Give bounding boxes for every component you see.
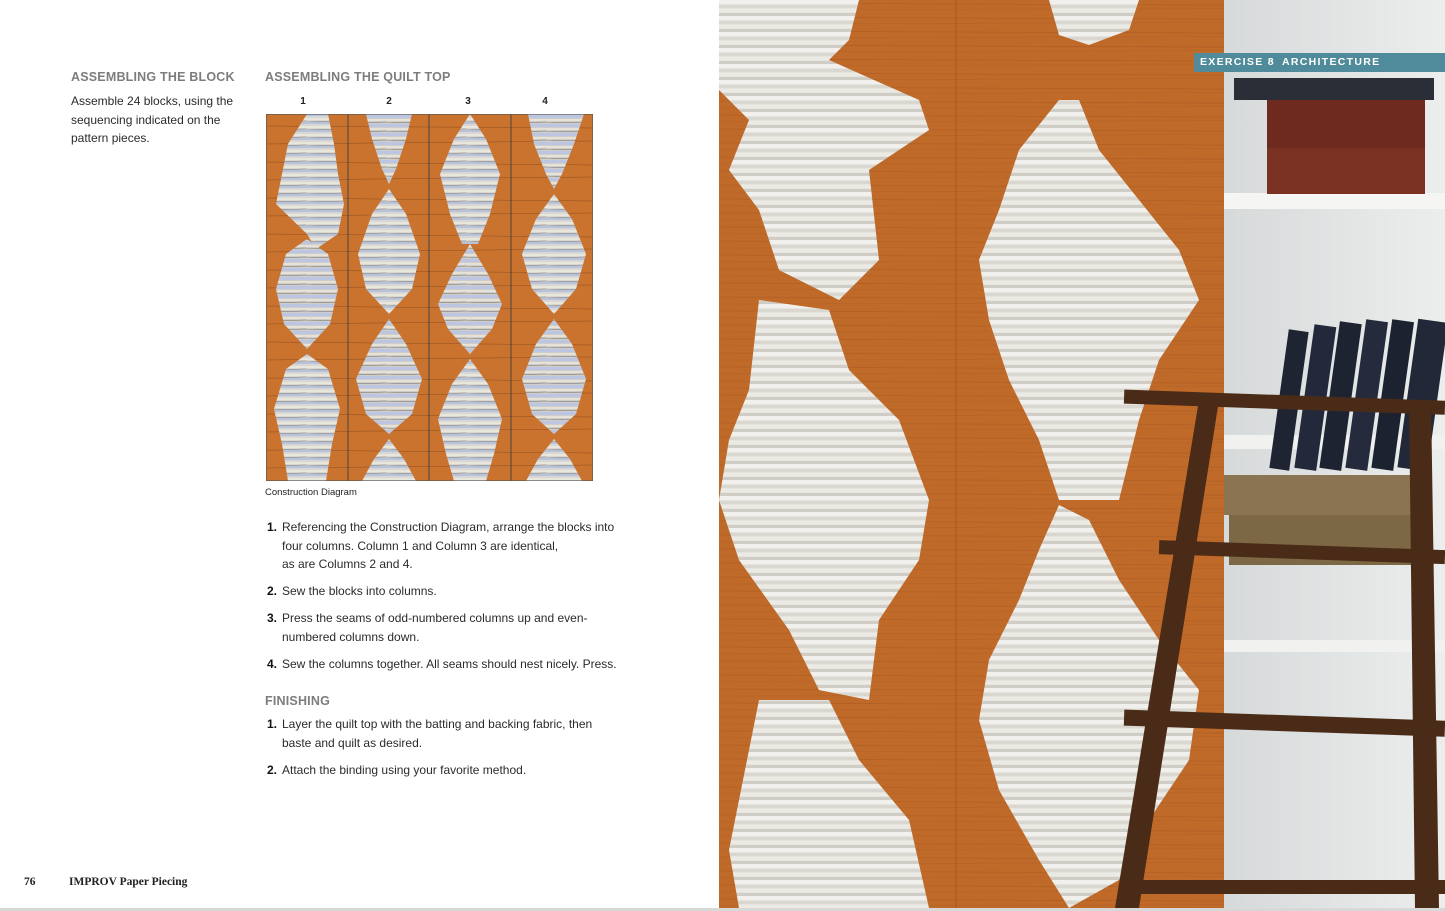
assembling-top-heading: ASSEMBLING THE QUILT TOP	[265, 70, 451, 84]
column-number: 4	[542, 96, 548, 107]
text-line: Sew the columns together. All seams should nest nicely. Press.	[282, 656, 617, 671]
exercise-number: EXERCISE 8	[1200, 56, 1275, 68]
column-number: 2	[386, 96, 392, 107]
assembling-block-heading: ASSEMBLING THE BLOCK	[71, 70, 235, 84]
text-line: Sew the blocks into columns.	[282, 584, 437, 598]
quilt-photo	[719, 0, 1445, 908]
list-item	[267, 582, 637, 601]
step-number: 4.	[267, 656, 278, 671]
text-line: baste and quilt as desired.	[282, 735, 423, 750]
list-item	[267, 518, 637, 574]
assembling-block-text	[71, 92, 251, 148]
text-line: pattern pieces.	[71, 131, 150, 145]
construction-diagram	[266, 114, 593, 481]
step-number: 3.	[267, 611, 278, 625]
list-item	[267, 609, 637, 646]
list-item	[267, 761, 637, 780]
step-number: 2.	[267, 762, 278, 777]
text-line: as are Columns 2 and 4.	[282, 557, 413, 571]
text-line: sequencing indicated on the	[71, 112, 221, 127]
text-line: Layer the quilt top with the batting and backing fabric, then	[282, 717, 593, 731]
step-number: 2.	[267, 584, 278, 598]
step-number: 1.	[267, 520, 278, 534]
text-line: Assemble 24 blocks, using the	[71, 94, 234, 108]
assembling-top-steps	[267, 518, 637, 682]
text-line: Attach the binding using your favorite method.	[282, 762, 527, 777]
exercise-tab	[1194, 53, 1445, 72]
page-number: 76	[24, 876, 36, 888]
exercise-title: ARCHITECTURE	[1282, 56, 1381, 68]
step-number: 1.	[267, 717, 278, 731]
list-item	[267, 715, 637, 752]
left-page	[0, 0, 719, 911]
column-number: 3	[465, 96, 471, 107]
book-title: IMPROV Paper Piecing	[69, 876, 188, 888]
finishing-heading: FINISHING	[265, 694, 330, 708]
column-number: 1	[300, 96, 306, 107]
diagram-caption: Construction Diagram	[265, 487, 357, 498]
finishing-steps	[267, 715, 637, 788]
text-line: numbered columns down.	[282, 629, 420, 644]
text-line: Press the seams of odd-numbered columns up and even-	[282, 611, 588, 625]
text-line: Referencing the Construction Diagram, arrange the blocks into	[282, 520, 615, 534]
text-line: four columns. Column 1 and Column 3 are identical,	[282, 538, 559, 553]
list-item	[267, 655, 637, 674]
